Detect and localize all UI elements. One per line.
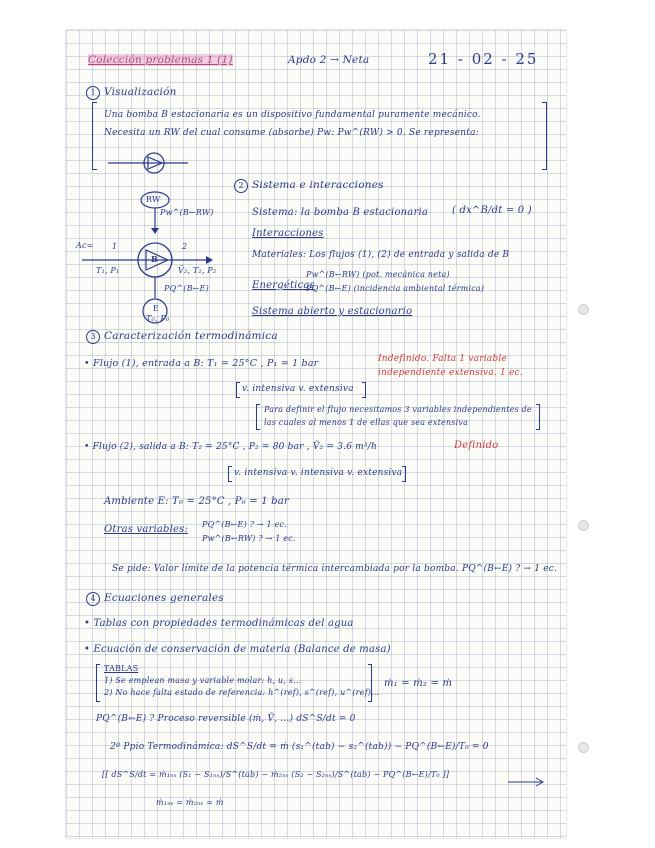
- interactions-heading: Interacciones: [252, 228, 324, 239]
- right-bracket: [536, 404, 540, 430]
- left-bracket: [228, 466, 232, 482]
- env-label: E: [153, 304, 160, 313]
- ambient-line: Ambiente E: T₀ = 25°C , P₀ = 1 bar: [104, 496, 289, 507]
- env-state: T₀, P₀: [146, 314, 170, 323]
- section-title: Ecuaciones generales: [104, 592, 224, 604]
- ace-label: Ac=: [76, 241, 94, 250]
- other-variables-label: Otras variables:: [104, 524, 189, 535]
- flow2-variable-types: v. intensiva v. intensiva v. extensiva: [234, 468, 403, 478]
- page-title: Colección problemas 1 (1): [88, 54, 233, 66]
- left-bracket: [96, 664, 100, 702]
- flow2-status: Definido: [454, 440, 499, 451]
- right-bracket: [542, 102, 547, 170]
- inlet-number: 1: [112, 242, 118, 251]
- binder-hole: [578, 742, 589, 753]
- binder-hole: [578, 304, 589, 315]
- left-bracket: [236, 382, 240, 398]
- section-number: 1: [86, 86, 100, 100]
- flow1-status: Indefinido. Falta 1 variable: [378, 354, 507, 364]
- section-title: Sistema e interacciones: [252, 179, 384, 191]
- pump-schematic-small: [106, 148, 196, 178]
- other-variable: PQ^(B←E) ? → 1 ec.: [202, 520, 287, 529]
- mass-balance-bullet: • Ecuación de conservación de materia (Balance de masa): [84, 644, 391, 655]
- rw-label: RW: [146, 195, 161, 204]
- arrow-icon: [506, 776, 546, 788]
- system-type: Sistema abierto y estacionario: [252, 306, 413, 317]
- pq-question-line: PQ^(B←E) ? Proceso reversible (ṁ, Ṽ, ...) dS^S/dt = 0: [96, 714, 356, 724]
- energy-heading: Energéticas: [252, 280, 315, 291]
- flow1-explanation: las cuales al menos 1 de ellas que sea extensiva: [264, 418, 469, 427]
- binder-hole: [578, 520, 589, 531]
- tables-bullet: • Tablas con propiedades termodinámicas del agua: [84, 618, 354, 629]
- system-definition: Sistema: la bomba B estacionaria: [252, 207, 429, 218]
- page-subtitle: Apdo 2 → Neta: [288, 54, 370, 66]
- section-number: 2: [234, 179, 248, 193]
- flow1-explanation: Para definir el flujo necesitamos 3 variables independientes de: [264, 405, 532, 414]
- notebook-page: [66, 30, 566, 838]
- left-bracket: [92, 102, 97, 170]
- tables-box-title: TABLAS: [104, 664, 139, 673]
- steady-condition: ( dx^B/dt = 0 ): [452, 205, 532, 216]
- tables-box-line: 1) Se emplean masa y variable molar: h, u, s...: [104, 676, 302, 685]
- right-bracket: [362, 382, 366, 398]
- flow1-status-detail: independiente extensiva. 1 ec.: [378, 368, 523, 378]
- outlet-state: Ṽ₂, T₂, P₂: [178, 266, 217, 275]
- pump-label: B: [151, 254, 158, 264]
- section-number: 4: [86, 592, 100, 606]
- pq-label: PQ^(B←E): [164, 284, 209, 293]
- flow2-line: • Flujo (2), salida a B: T₂ = 25°C , P₂ = 80 bar , Ṽ₂ = 3.6 m³/h: [84, 442, 377, 452]
- left-bracket: [256, 404, 260, 430]
- inlet-state: T₁, P₁: [96, 266, 120, 275]
- right-bracket: [402, 466, 406, 482]
- page-date: 21 - 02 - 25: [428, 50, 539, 68]
- visual-text-line: Una bomba B estacionaria es un dispositivo fundamental puramente mecánico.: [104, 110, 481, 120]
- section-title: Caracterización termodinámica: [104, 330, 278, 342]
- entropy-equation: [[ dS^S/dt = ṁ₁ₙₛ (S₁ − S₁ₙₛ)/S^(tab) − ṁ₂ₙₛ (S₂ − S₂ₙₛ)/S^(tab) − PQ^(B←E)/T₀ ]]: [102, 770, 450, 779]
- energy-item: Pw^(B←RW) (pot. mecánica neta): [306, 270, 450, 279]
- visual-text-line: Necesita un RW del cual consume (absorbe) Pw: Pw^(RW) > 0. Se representa:: [104, 128, 479, 138]
- flow1-variable-types: v. intensiva v. extensiva: [242, 384, 354, 394]
- energy-item: PQ^(B←E) (incidencia ambiental térmica): [306, 284, 485, 293]
- second-law-equation: 2º Ppio Termodinámica: dS^S/dt = ṁ (s₁^(tab) − s₂^(tab)) − PQ^(B←E)/T₀ = 0: [110, 742, 489, 752]
- section-number: 3: [86, 330, 100, 344]
- mass-flow-equality: ṁ₁ₙₛ = ṁ₂ₙₛ = ṁ: [156, 798, 224, 807]
- tables-box-line: 2) No hace falta estado de referencia: h^(ref), s^(ref), u^(ref)...: [104, 688, 380, 697]
- flow1-line: • Flujo (1), entrada a B: T₁ = 25°C , P₁ = 1 bar: [84, 358, 319, 369]
- outlet-number: 2: [182, 242, 188, 251]
- other-variable: Pw^(B←RW) ? → 1 ec.: [202, 534, 296, 543]
- requested-line: Se pide: Valor límite de la potencia térmica intercambiada por la bomba. PQ^(B←E) ? → 1 ec.: [112, 564, 558, 574]
- pw-label: Pw^(B←RW): [160, 208, 214, 217]
- section-title: Visualización: [104, 86, 177, 98]
- mass-equation: ṁ₁ = ṁ₂ = ṁ: [384, 678, 453, 689]
- material-interactions: Materiales: Los flujos (1), (2) de entrada y salida de B: [252, 250, 510, 260]
